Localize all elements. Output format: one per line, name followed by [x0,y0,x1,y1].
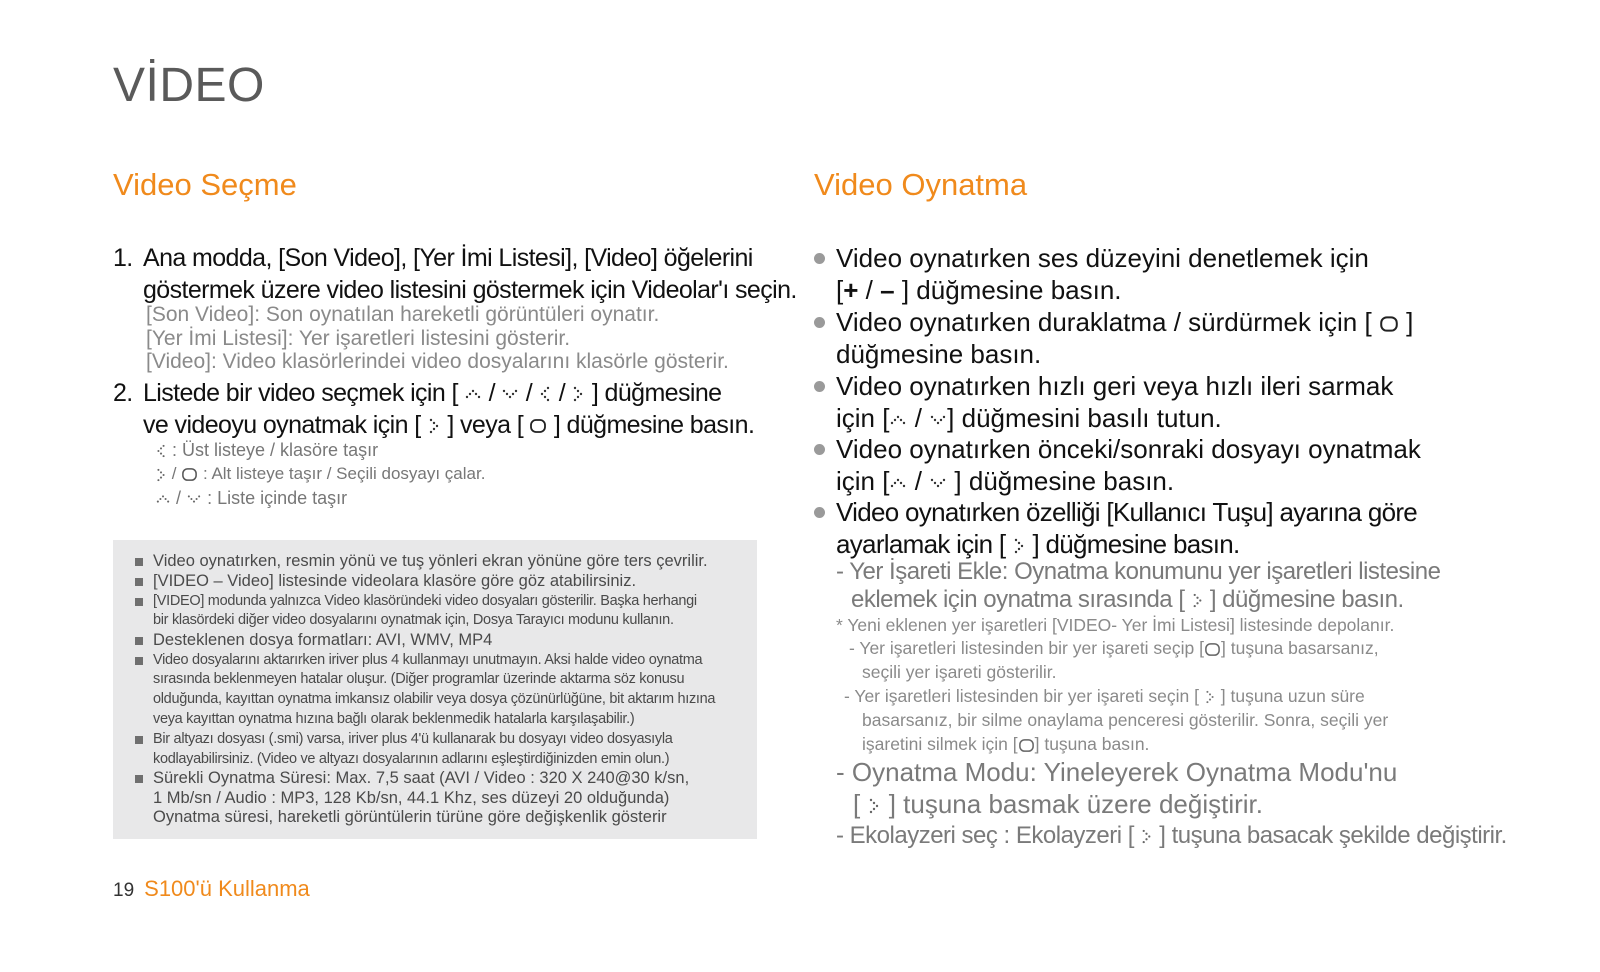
bullet-text: Video oynatırken hızlı geri veya hızlı ileri sarmak [836,371,1394,401]
legend-sub-folder [155,462,485,486]
bullet-prev-next-continued [814,465,1174,497]
bookmark-delete-note [844,684,1365,708]
select-key-icon [1204,641,1221,658]
right-key-icon [1204,689,1216,705]
note-text: Desteklenen dosya formatları: AVI, WMV, MP4 [153,631,493,649]
sub-text: - Yer işaretleri listesinden bir yer işareti seçin [ [844,686,1200,706]
select-key-icon [1018,737,1035,754]
sub-son-video: [Son Video]: Son oynatılan hareketli görüntüleri oynatır. [146,303,660,326]
bullet-square-icon [135,558,143,566]
bullet-square-icon [135,736,143,744]
note-item-continued [135,611,674,631]
bullet-pause-continued [814,338,1041,370]
sub-text: - Yer işaretleri listesinden bir yer işareti seçip [ [849,638,1205,658]
note-text: [VIDEO] modunda yalnızca Video klasöründeki video dosyaları gösterilir. Başka herhangi [153,593,697,609]
note-item [135,730,673,750]
note-text: [VIDEO – Video] listesinde videolara klasöre göre göz atabilirsiniz. [153,572,637,590]
bullet-square-icon [135,775,143,783]
bullet-text: ] düğmesini basılı tutun. [947,403,1222,433]
equalizer-line [836,821,1507,850]
step-1-continued [113,274,797,306]
heading-video-secme: Video Seçme [113,167,297,202]
down-key-icon [929,413,947,427]
up-key-icon [155,493,171,505]
sub-text: ] tuşuna basacak şekilde değiştirir. [1159,822,1507,849]
sub-text: - Ekolayzeri seç : Ekolayzeri [ [836,822,1134,849]
bookmark-add-line-continued [851,585,1404,614]
bullet-text: Video oynatırken önceki/sonraki dosyayı oynatmak [836,434,1421,464]
sub-text: ] tuşuna basmak üzere değiştirir. [888,789,1263,819]
note-item [135,631,492,651]
note-item [135,552,708,572]
sub-text: eklemek için oynatma sırasında [ [851,586,1185,613]
separator: / [488,379,495,407]
bullet-volume-continued [814,274,1122,306]
bullet-text: Video oynatırken özelliği [Kullanıcı Tuşu] ayarına göre [836,497,1418,527]
note-text: Bir altyazı dosyası (.smi) varsa, iriver plus 4'ü kullanarak bu dosyayı video dosyasıyla [153,731,673,747]
bullet-text [814,402,1222,434]
sub-video: [Video]: Video klasörlerindei video dosyalarını klasörle gösterir. [146,350,729,373]
legend-text: : Liste içinde taşır [207,488,348,508]
note-text: Oynatma süresi, hareketli görüntülerin türüne göre değişkenlik gösterir [153,808,667,826]
down-key-icon [186,493,202,505]
legend-text: : Üst listeye / klasöre taşır [172,440,379,460]
note-item-continued [135,808,667,828]
note-text: veya kayıttan oynatma hızına bağlı olarak beklenmedik hatalarla karşılaşabilir.) [153,711,635,727]
note-item [135,769,689,789]
legend-text: : Alt listeye taşır / Seçili dosyayı çalar. [202,464,486,483]
note-item-continued [135,750,669,770]
bullet-text [814,465,1174,497]
bookmark-select-note [849,636,1379,660]
note-text: Video dosyalarını aktarırken iriver plus 4 kullanmayı unutmayın. Aksi halde video oynatma [153,652,703,668]
bullet-prev-next [814,433,1421,465]
step-2-continued [113,409,754,441]
left-key-icon [155,443,167,459]
sub-yer-imi: [Yer İmi Listesi]: Yer işaretleri listesini gösterir. [146,327,571,350]
up-key-icon [464,387,482,401]
note-item-continued [135,710,634,730]
step-text: ve videoyu oynatmak için [ [143,411,421,439]
right-key-icon [571,385,585,403]
bullet-user-key [814,496,1417,528]
bullet-text: Video oynatırken ses düzeyini denetlemek için [836,243,1369,273]
bookmark-delete-note-continued: basarsanız, bir silme onaylama penceresi gösterilir. Sonra, seçili yer [862,710,1389,730]
separator: / [865,275,873,305]
bookmark-delete-note-continued [862,732,1149,756]
separator: / [558,379,566,407]
bullet-user-key-continued [814,528,1240,560]
legend-up-folder [155,438,378,462]
step-text: göstermek üzere video listesini göstermek için Videolar'ı seçin. [143,276,797,304]
bullet-dot-icon [814,507,825,518]
step-number: 1. [113,244,133,272]
separator: / [914,466,922,496]
bullet-seek [814,370,1393,402]
separator: / [176,488,182,508]
sub-text: işaretini silmek için [ [862,734,1018,754]
note-item [135,651,702,671]
bullet-square-icon [135,637,143,645]
bullet-dot-icon [814,317,825,328]
select-key-icon [181,466,198,483]
note-item [135,592,697,612]
bullet-pause [814,306,1413,338]
note-text: sırasında beklenmeyen hatalar oluşur. (Diğer programlar üzerinde aktarma söz konusu [153,671,685,687]
bullet-text: için [ [836,466,890,496]
up-key-icon [889,476,907,490]
bullet-text: ] düğmesine basın. [901,275,1122,305]
right-key-icon [1191,592,1204,609]
play-mode-line: - Oynatma Modu: Yineleyerek Oynatma Modu'nu [836,757,1398,787]
notes-box [113,540,757,839]
section-name: S100'ü Kullanma [144,876,310,901]
sub-text: ] tuşuna basın. [1034,734,1150,754]
bullet-square-icon [135,657,143,665]
step-2 [113,377,721,409]
bullet-seek-continued [814,402,1222,434]
step-text: ] düğmesine basın. [553,411,755,439]
right-key-icon [1012,537,1026,555]
legend-move-in-list [155,486,347,510]
separator: / [914,403,922,433]
plus-key-icon: + [843,275,859,305]
note-item-continued [135,690,715,710]
bullet-text: Video oynatırken duraklatma / sürdürmek için [ [836,307,1372,337]
note-text: Sürekli Oynatma Süresi: Max. 7,5 saat (AVI / Video : 320 X 240@30 k/sn, [153,769,690,787]
bullet-text: [+ / – ] düğmesine basın. [836,275,1122,305]
step-1 [113,242,753,274]
note-text: kodlayabilirsiniz. (Video ve altyazı dosyalarının adlarını eşleştirdiğinizden emin olun.) [153,751,670,767]
bullet-text: ] düğmesine basın. [1032,529,1240,559]
bullet-text: ] düğmesine basın. [954,466,1175,496]
separator: / [171,464,177,483]
note-text: Video oynatırken, resmin yönü ve tuş yönleri ekran yönüne göre ters çevrilir. [153,552,708,570]
bullet-text [814,306,1413,338]
bullet-text [814,528,1240,560]
bullet-dot-icon [814,381,825,392]
sub-text: ] tuşuna basarsanız, [1221,638,1379,658]
up-key-icon [889,413,907,427]
bracket: ] [1406,307,1414,337]
sub-text: ] tuşuna uzun süre [1220,686,1365,706]
bookmark-note: * Yeni eklenen yer işaretleri [VIDEO- Yer İmi Listesi] listesinde depolanır. [836,615,1395,635]
bullet-volume [814,242,1369,274]
bookmark-add-line: - Yer İşareti Ekle: Oynatma konumunu yer işaretleri listesine [836,558,1441,585]
note-text: bir klasördeki diğer video dosyalarını oynatmak için, Dosya Tarayıcı modunu kullanın. [153,612,674,628]
page-title: VİDEO [113,59,265,112]
bullet-text: ayarlamak için [ [836,529,1006,559]
step-text: Ana modda, [Son Video], [Yer İmi Listesi], [Video] öğelerini [143,244,753,272]
left-key-icon [538,385,552,403]
note-item-continued [135,789,669,809]
page-footer [113,876,310,902]
play-mode-line-continued [853,788,1263,820]
bullet-text: için [ [836,403,890,433]
note-text: olduğunda, kayıttan oynatma imkansız olabilir veya dosya çözünürlüğüne, bit aktarım hızına [153,691,716,707]
bullet-square-icon [135,598,143,606]
bullet-text: düğmesine basın. [836,339,1042,369]
step-number: 2. [113,379,133,407]
step-text: Listede bir video seçmek için [ [143,379,458,407]
bullet-dot-icon [814,444,825,455]
sub-text: [ [853,789,861,819]
bookmark-select-note-continued: seçili yer işareti gösterilir. [862,662,1057,682]
minus-key-icon: – [880,275,895,305]
right-key-icon [1140,828,1153,845]
note-item-continued [135,670,684,690]
note-item [135,572,636,592]
sub-text: ] düğmesine basın. [1209,586,1404,613]
page-number: 19 [113,880,135,901]
right-key-icon [867,797,881,815]
right-key-icon [427,417,441,435]
heading-video-oynatma: Video Oynatma [814,167,1028,202]
down-key-icon [501,387,519,401]
select-key-icon [529,417,547,435]
right-key-icon [155,467,167,483]
down-key-icon [929,476,947,490]
select-key-icon [1379,314,1399,334]
step-text: ] veya [ [447,411,524,439]
step-text: ] düğmesine [591,379,722,407]
bullet-dot-icon [814,253,825,264]
note-text: 1 Mb/sn / Audio : MP3, 128 Kb/sn, 44.1 Khz, ses düzeyi 20 olduğunda) [153,789,670,807]
bullet-square-icon [135,578,143,586]
separator: / [525,379,533,407]
